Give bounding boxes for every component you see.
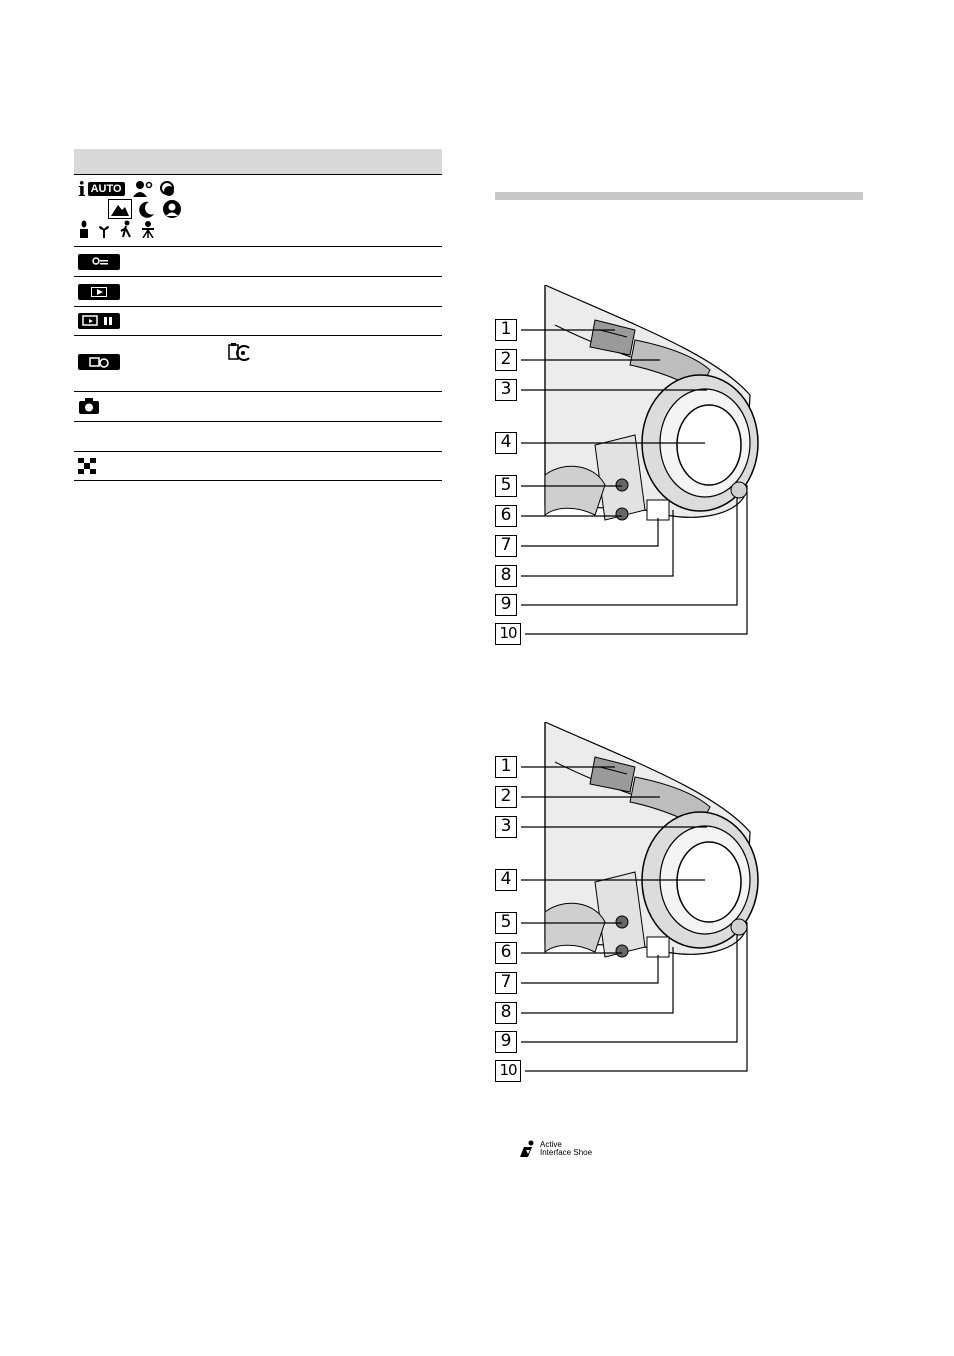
scene-icons-line-2 bbox=[78, 199, 438, 219]
backlight-icon bbox=[159, 180, 179, 198]
table-row-pause bbox=[74, 307, 442, 336]
callout-4: 4 bbox=[495, 869, 517, 891]
logo-text-line2: Interface Shoe bbox=[540, 1148, 593, 1157]
callout-9: 9 bbox=[495, 594, 517, 616]
callout-10: 10 bbox=[495, 623, 521, 645]
callout-6: 6 bbox=[495, 942, 517, 964]
callout-5: 5 bbox=[495, 475, 517, 497]
macro-icon bbox=[96, 220, 112, 238]
callout-1: 1 bbox=[495, 756, 517, 778]
callout-7: 7 bbox=[495, 535, 517, 557]
camera-icon bbox=[78, 397, 100, 415]
camcorder-illustration bbox=[495, 285, 795, 655]
scene-icons-line-1 bbox=[78, 179, 438, 199]
disc-dub-icon bbox=[227, 342, 253, 364]
twilight-icon bbox=[138, 200, 156, 218]
callout-1: 1 bbox=[495, 319, 517, 341]
callout-2: 2 bbox=[495, 349, 517, 371]
callout-6: 6 bbox=[495, 505, 517, 527]
disc-settings-button-icon bbox=[78, 354, 120, 370]
callout-2: 2 bbox=[495, 786, 517, 808]
portrait-detect-icon bbox=[131, 180, 153, 198]
table-row-playback bbox=[74, 277, 442, 307]
callout-8: 8 bbox=[495, 565, 517, 587]
table-row-menu bbox=[74, 247, 442, 277]
playback-pause-button-icon bbox=[78, 313, 120, 329]
logo-text-line1: Active bbox=[540, 1140, 562, 1149]
interface-shoe-icon bbox=[520, 1140, 536, 1158]
spotlight-icon bbox=[162, 199, 182, 219]
table-row-photo bbox=[74, 392, 442, 422]
scene-icons-line-3 bbox=[78, 219, 438, 239]
table-row-scene-icons bbox=[74, 175, 442, 247]
icon-table bbox=[74, 149, 442, 481]
table-header bbox=[74, 149, 442, 175]
walking-icon bbox=[118, 220, 134, 238]
menu-button-icon bbox=[78, 254, 120, 270]
landscape-icon bbox=[108, 199, 132, 219]
callout-5: 5 bbox=[495, 912, 517, 934]
callout-4: 4 bbox=[495, 432, 517, 454]
callout-10: 10 bbox=[495, 1060, 521, 1082]
tripod-icon bbox=[140, 220, 156, 238]
intelligent-auto-icon: i AUTO bbox=[78, 180, 125, 198]
active-interface-shoe-logo bbox=[520, 1140, 592, 1158]
table-row-index bbox=[74, 452, 442, 481]
callout-7: 7 bbox=[495, 972, 517, 994]
table-row-disc-settings bbox=[74, 336, 442, 392]
table-row-empty bbox=[74, 422, 442, 452]
low-light-icon bbox=[78, 220, 90, 238]
section-divider-bar bbox=[495, 192, 863, 200]
index-icon bbox=[78, 458, 96, 474]
callout-3: 3 bbox=[495, 379, 517, 401]
callout-8: 8 bbox=[495, 1002, 517, 1024]
callout-3: 3 bbox=[495, 816, 517, 838]
callout-9: 9 bbox=[495, 1031, 517, 1053]
playback-button-icon bbox=[78, 284, 120, 300]
camcorder-illustration bbox=[495, 722, 795, 1092]
